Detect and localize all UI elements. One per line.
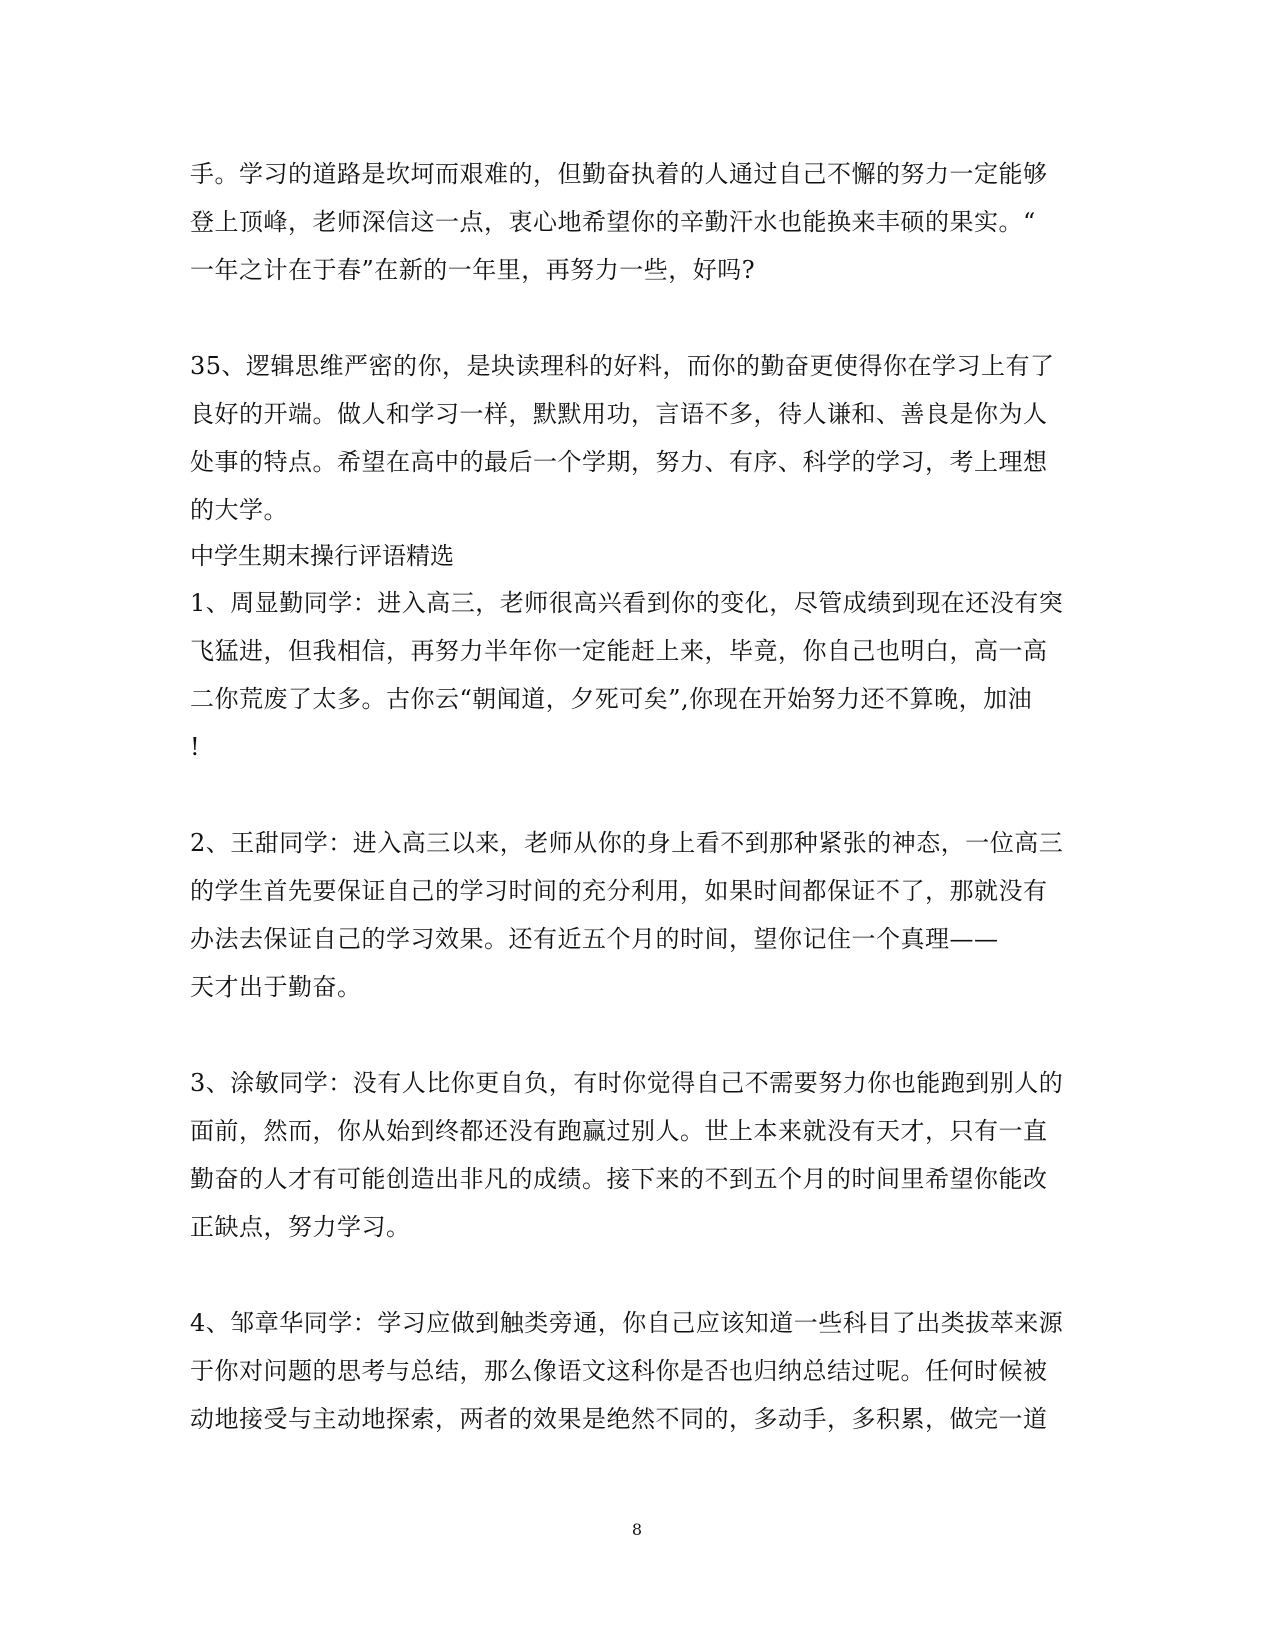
paragraph-gap <box>190 771 1080 819</box>
text-line: 4、邹章华同学：学习应做到触类旁通，你自己应该知道一些科目了出类拔萃来源 <box>190 1309 1064 1337</box>
text-line: 的学生首先要保证自己的学习时间的充分利用，如果时间都保证不了，那就没有 <box>190 877 1048 905</box>
text-line: 勤奋的人才有可能创造出非凡的成绩。接下来的不到五个月的时间里希望你能改 <box>190 1165 1048 1193</box>
text-line: 面前，然而，你从始到终都还没有跑赢过别人。世上本来就没有天才，只有一直 <box>190 1117 1048 1145</box>
text-line: 的大学。 <box>190 496 288 524</box>
text-line: 登上顶峰，老师深信这一点，衷心地希望你的辛勤汗水也能换来丰硕的果实。“ <box>190 208 1036 236</box>
paragraph-comment-35 <box>190 342 1080 534</box>
text-line: 1、周显勤同学：进入高三，老师很高兴看到你的变化，尽管成绩到现在还没有突 <box>190 589 1064 617</box>
text-line: 二你荒废了太多。古你云“朝闻道，夕死可矣”,你现在开始努力还不算晚，加油 <box>190 685 1033 713</box>
paragraph-gap <box>190 1251 1080 1299</box>
text-line: 3、涂敏同学：没有人比你更自负，有时你觉得自己不需要努力你也能跑到别人的 <box>190 1069 1064 1097</box>
text-line: 2、王甜同学：进入高三以来，老师从你的身上看不到那种紧张的神态，一位高三 <box>190 829 1064 857</box>
text-line: ! <box>190 733 201 761</box>
text-line: 正缺点，努力学习。 <box>190 1213 411 1241</box>
document-body <box>190 150 1080 1443</box>
text-line: 处事的特点。希望在高中的最后一个学期，努力、有序、科学的学习，考上理想 <box>190 448 1048 476</box>
text-line: 办法去保证自己的学习效果。还有近五个月的时间，望你记住一个真理—— <box>190 925 999 953</box>
text-line: 一年之计在于春”在新的一年里，再努力一些，好吗? <box>190 256 756 284</box>
page-number: 8 <box>631 1520 643 1539</box>
paragraph-comment-4 <box>190 1299 1080 1443</box>
paragraph-continuation <box>190 150 1080 294</box>
text-line: 动地接受与主动地探索，两者的效果是绝然不同的，多动手，多积累，做完一道 <box>190 1405 1048 1433</box>
text-line: 35、逻辑思维严密的你，是块读理科的好料，而你的勤奋更使得你在学习上有了 <box>190 352 1055 380</box>
text-line: 良好的开端。做人和学习一样，默默用功，言语不多，待人谦和、善良是你为人 <box>190 400 1048 428</box>
paragraph-comment-1 <box>190 579 1080 771</box>
paragraph-comment-3 <box>190 1059 1080 1251</box>
paragraph-gap <box>190 1011 1080 1059</box>
text-line: 于你对问题的思考与总结，那么像语文这科你是否也归纳总结过呢。任何时候被 <box>190 1357 1048 1385</box>
text-line: 飞猛进，但我相信，再努力半年你一定能赶上来，毕竟，你自己也明白，高一高 <box>190 637 1048 665</box>
paragraph-gap <box>190 294 1080 342</box>
paragraph-comment-2 <box>190 819 1080 1011</box>
section-heading: 中学生期末操行评语精选 <box>190 542 454 570</box>
text-line: 天才出于勤奋。 <box>190 973 362 1001</box>
text-line: 手。学习的道路是坎坷而艰难的，但勤奋执着的人通过自己不懈的努力一定能够 <box>190 160 1048 188</box>
